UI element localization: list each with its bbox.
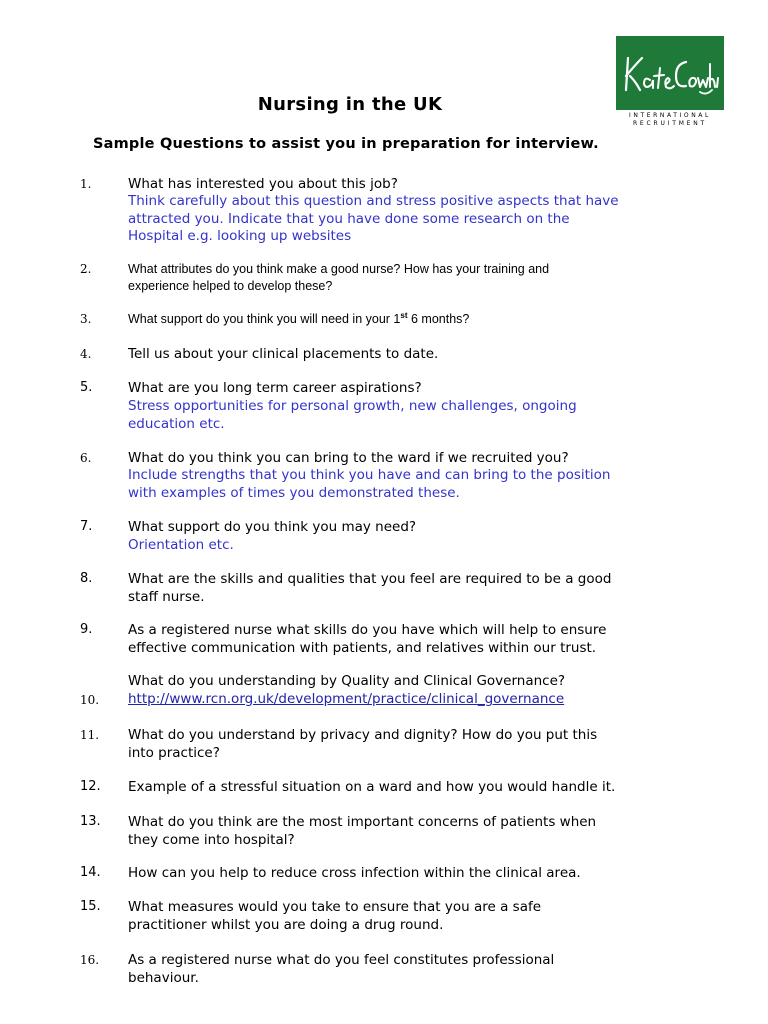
question-number: 14. xyxy=(80,865,101,880)
question-number: 11. xyxy=(80,728,100,742)
question-text: Tell us about your clinical placements to date. xyxy=(128,346,439,362)
answer-tip: Orientation etc. xyxy=(128,537,234,553)
question-number: 6. xyxy=(80,451,92,465)
question-text: What attributes do you think make a good nurse? How has your training and experience helped to develop these? xyxy=(128,262,550,293)
page-subtitle: Sample Questions to assist you in preparation for interview. xyxy=(93,136,599,152)
question-number: 12. xyxy=(80,779,101,794)
question-number: 4. xyxy=(80,347,92,361)
question-text: What support do you think you may need? xyxy=(128,519,417,535)
question-number: 8. xyxy=(80,571,93,586)
logo-line-international: INTERNATIONAL xyxy=(629,112,711,119)
question-text: What has interested you about this job? xyxy=(128,176,398,192)
question-number: 13. xyxy=(80,814,101,829)
question-text: Example of a stressful situation on a ward and how you would handle it. xyxy=(128,779,616,795)
answer-tip: Include strengths that you think you have and can bring to the position with examples of times you demonstrated these. xyxy=(128,467,611,501)
question-text: What are the skills and qualities that you feel are required to be a good staff nurse. xyxy=(128,571,612,605)
question-number: 16. xyxy=(80,953,100,967)
question-text: What support do you think you will need in your 1st 6 months? xyxy=(128,310,470,326)
superscript-st: st xyxy=(400,310,408,320)
question-text: As a registered nurse what skills do you have which will help to ensure effective communication with patients, and relatives within our trust. xyxy=(128,622,607,656)
question-text: What do you understand by privacy and dignity? How do you put this into practice? xyxy=(128,727,598,761)
question-text: What do you think you can bring to the ward if we recruited you? xyxy=(128,450,569,466)
question-number: 7. xyxy=(80,519,93,534)
question-text: What do you understanding by Quality and Clinical Governance? xyxy=(128,673,566,689)
question-text: As a registered nurse what do you feel constitutes professional behaviour. xyxy=(128,952,555,986)
question-text: What do you think are the most important concerns of patients when they come into hospital? xyxy=(128,814,597,848)
clinical-governance-link[interactable]: http://www.rcn.org.uk/development/practice/clinical_governance xyxy=(128,691,565,707)
question-text: What measures would you take to ensure that you are a safe practitioner whilst you are doing a drug round. xyxy=(128,899,542,933)
logo-line-recruitment: RECRUITMENT xyxy=(632,120,708,127)
question-number: 15. xyxy=(80,899,101,914)
question-number: 5. xyxy=(80,380,93,395)
answer-tip: Stress opportunities for personal growth, new challenges, ongoing education etc. xyxy=(128,398,577,432)
logo-script-signature xyxy=(622,50,720,96)
question-number: 3. xyxy=(80,312,92,326)
answer-tip: Think carefully about this question and stress positive aspects that have attracted you. Indicate that you have done some research on the Hospital e.g. looking up websites xyxy=(128,193,619,244)
question-number: 9. xyxy=(80,622,93,637)
question-number: 2. xyxy=(80,262,92,276)
question-text: How can you help to reduce cross infection within the clinical area. xyxy=(128,865,581,881)
question-text: What are you long term career aspirations? xyxy=(128,380,422,396)
question-number: 1. xyxy=(80,177,92,191)
page-title: Nursing in the UK xyxy=(257,94,443,115)
question-number: 10. xyxy=(80,693,100,707)
